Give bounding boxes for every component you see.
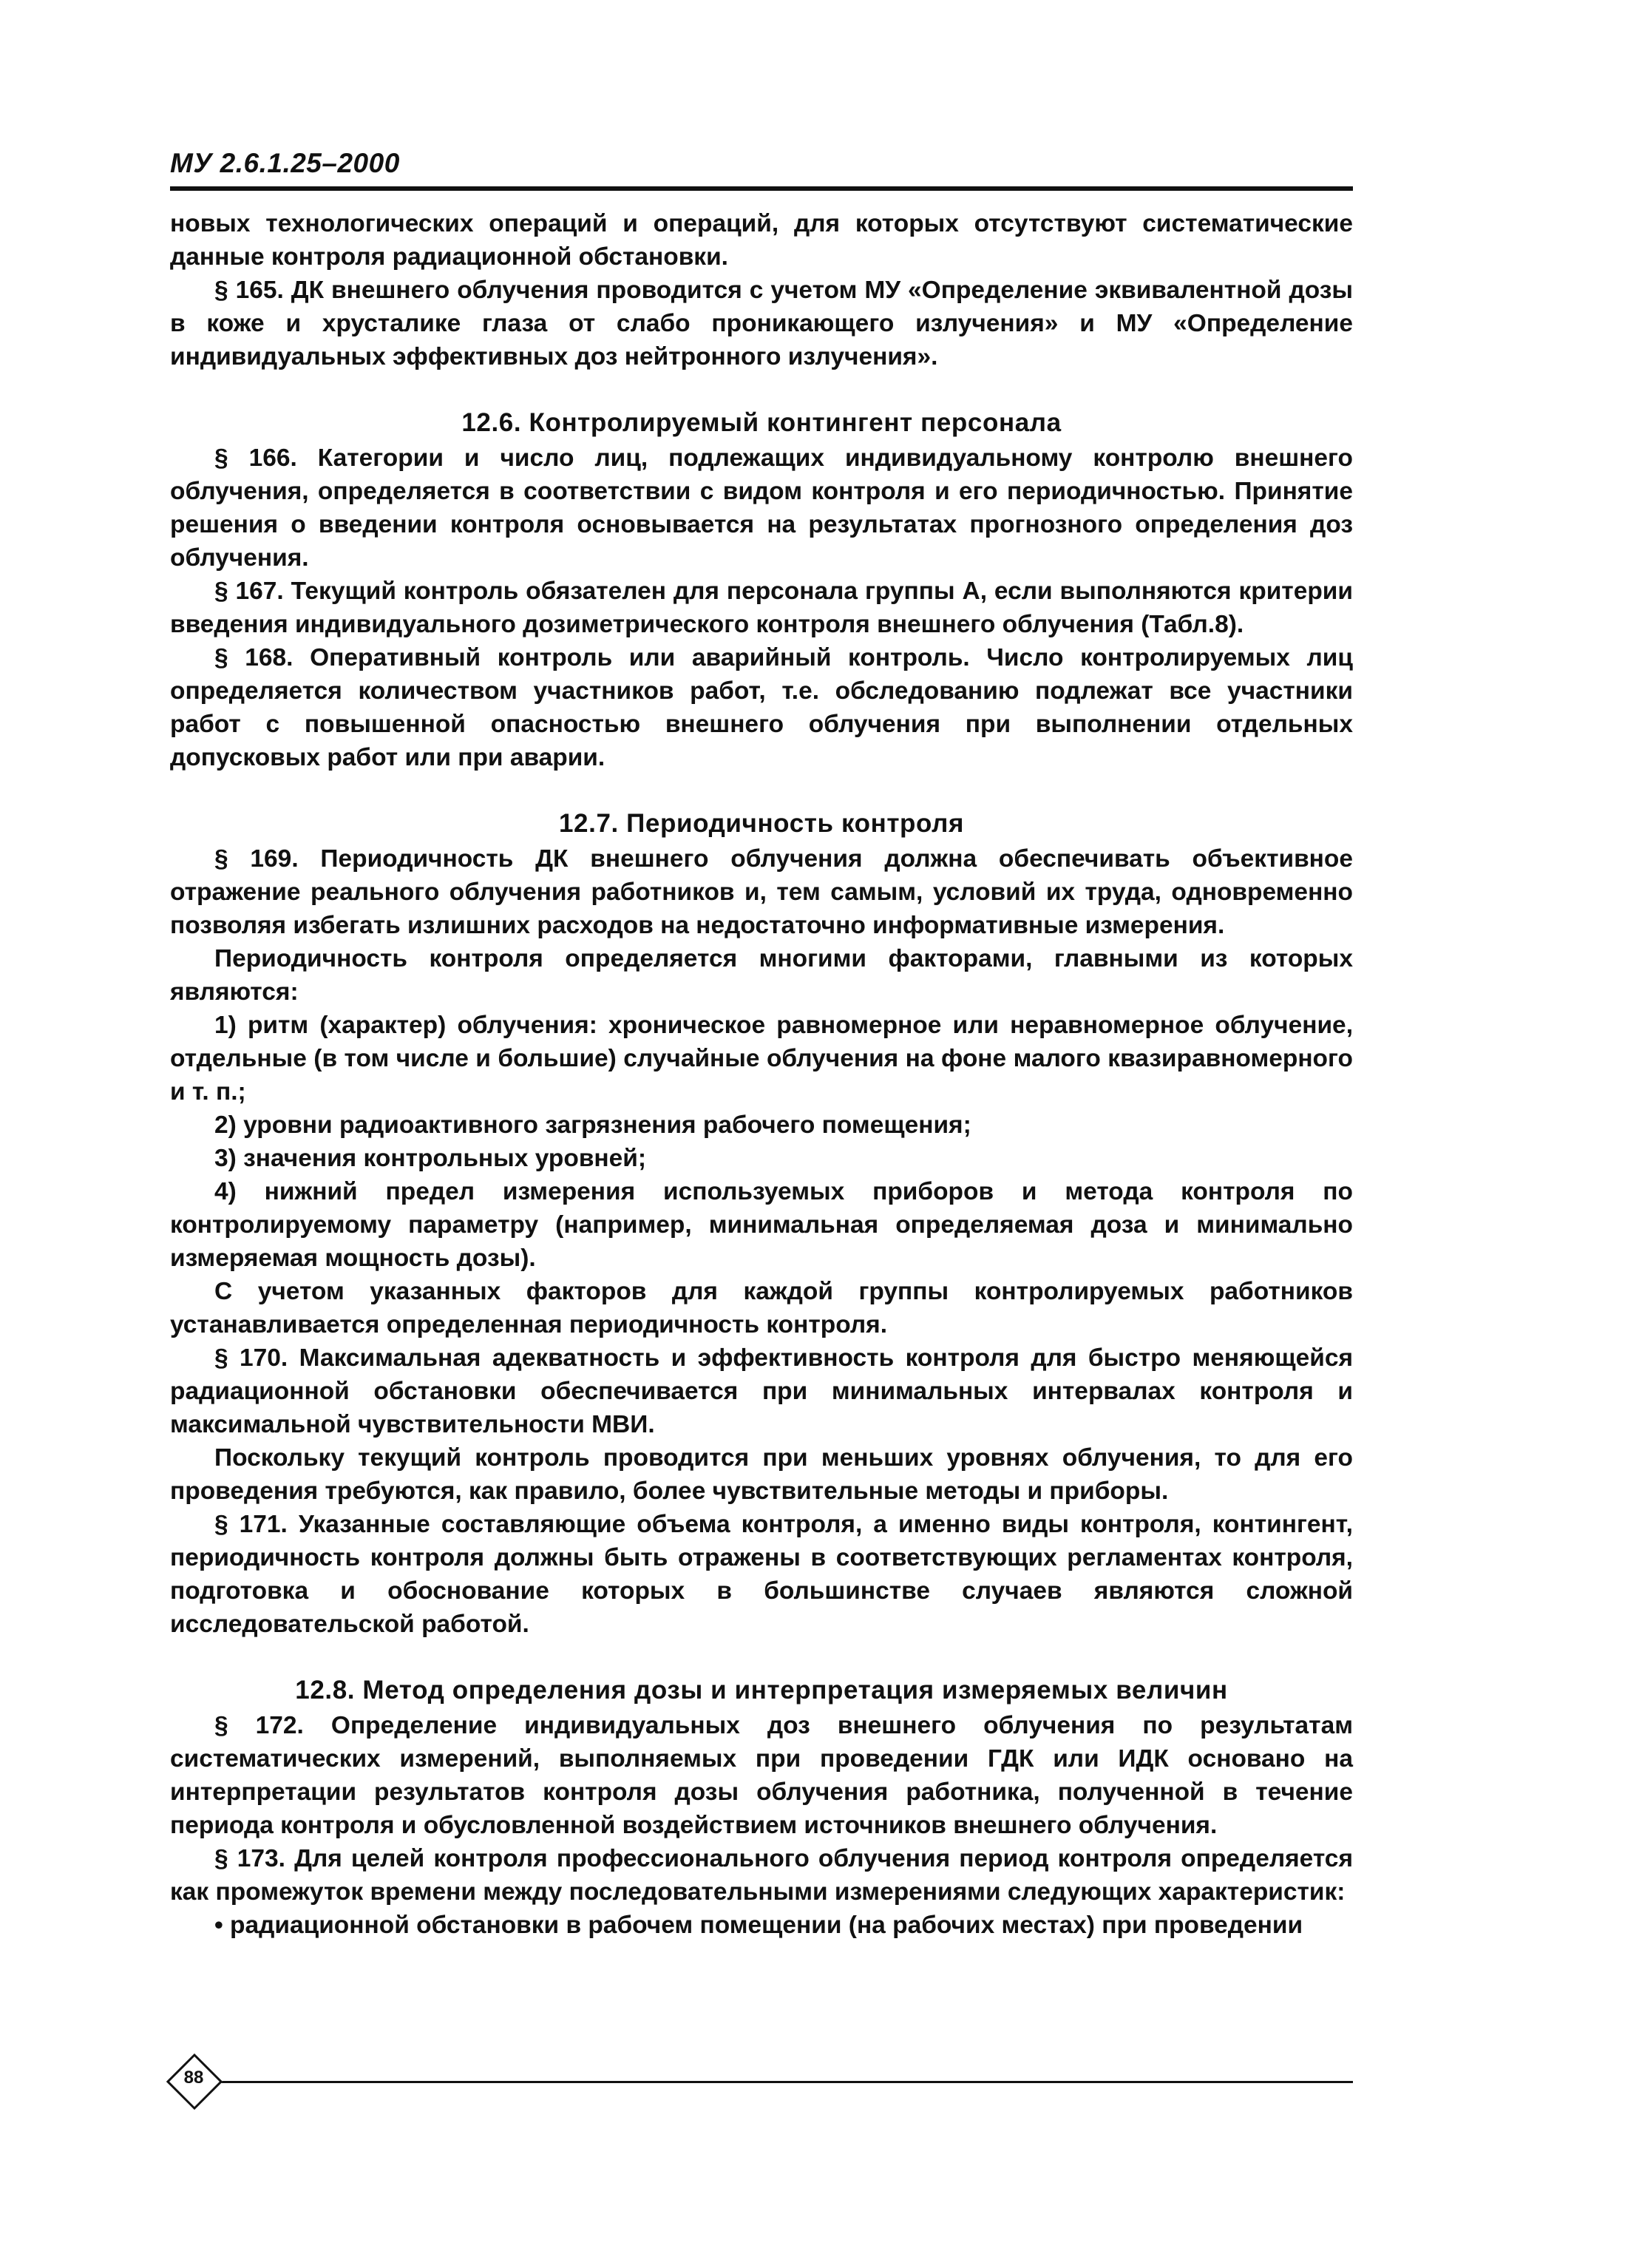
paragraph: § 173. Для целей контроля профессионального облучения период контроля определяется как промежуток времени между последовательными измерениями следующих характеристик: bbox=[170, 1845, 1353, 1906]
paragraph: Поскольку текущий контроль проводится при меньших уровнях облучения, то для его проведения требуются, как правило, более чувствительные методы и приборы. bbox=[170, 1444, 1353, 1505]
paragraph: § 171. Указанные составляющие объема контроля, а именно виды контроля, контингент, периодичность контроля должны быть отражены в соответствующих регламентах контроля, подготовка и обоснование которых в большинстве случаев являются сложной исследовательской работой. bbox=[170, 1511, 1353, 1638]
paragraph: 3) значения контрольных уровней; bbox=[214, 1145, 647, 1172]
paragraph: § 168. Оперативный контроль или аварийный контроль. Число контролируемых лиц определяется количеством участников работ, т.е. обследованию подлежат все участники работ с повышенной опасностью внешнего облучения при выполнении отдельных допусковых работ или при аварии. bbox=[170, 644, 1353, 771]
paragraph: § 169. Периодичность ДК внешнего облучения должна обеспечивать объективное отражение реального облучения работников и, тем самым, условий их труда, одновременно позволяя избегать излишних расходов на недостаточно информативные измерения. bbox=[170, 845, 1353, 939]
section-heading: 12.6. Контролируемый контингент персонала bbox=[461, 408, 1062, 437]
paragraph: § 170. Максимальная адекватность и эффективность контроля для быстро меняющейся радиационной обстановки обеспечивается при минимальных интервалах контроля и максимальной чувствительности МВИ. bbox=[170, 1344, 1353, 1438]
paragraph: § 166. Категории и число лиц, подлежащих индивидуальному контролю внешнего облучения, определяется в соответствии с видом контроля и его периодичностью. Принятие решения о введении контроля основывается на результатах прогнозного определения доз облучения. bbox=[170, 444, 1353, 572]
page-number: 88 bbox=[183, 2068, 204, 2088]
paragraph: новых технологических операций и операций, для которых отсутствуют систематические данные контроля радиационной обстановки. bbox=[170, 210, 1353, 271]
paragraph: • радиационной обстановки в рабочем помещении (на рабочих местах) при проведении bbox=[214, 1912, 1303, 1939]
paragraph: 1) ритм (характер) облучения: хроническое равномерное или неравномерное облучение, отдельные (в том числе и большие) случайные облучения на фоне малого квазиравномерного и т. п.; bbox=[170, 1012, 1353, 1106]
paragraph: 2) уровни радиоактивного загрязнения рабочего помещения; bbox=[214, 1111, 971, 1139]
section-heading: 12.7. Периодичность контроля bbox=[558, 809, 965, 838]
paragraph: С учетом указанных факторов для каждой группы контролируемых работников устанавливается определенная периодичность контроля. bbox=[170, 1278, 1353, 1338]
paragraph: § 165. ДК внешнего облучения проводится с учетом МУ «Определение эквивалентной дозы в коже и хрусталике глаза от слабо проникающего излучения» и МУ «Определение индивидуальных эффективных доз нейтронного излучения». bbox=[170, 277, 1353, 370]
paragraph: Периодичность контроля определяется многими факторами, главными из которых являются: bbox=[170, 945, 1353, 1006]
document-code: МУ 2.6.1.25–2000 bbox=[170, 148, 1353, 191]
document-body bbox=[170, 207, 1353, 1942]
paragraph: 4) нижний предел измерения используемых приборов и метода контроля по контролируемому параметру (например, минимальная определяемая доза и минимально измеряемая мощность дозы). bbox=[170, 1178, 1353, 1272]
document-page bbox=[170, 148, 1353, 2100]
footer-rule bbox=[219, 2081, 1353, 2083]
paragraph: § 172. Определение индивидуальных доз внешнего облучения по результатам систематических измерений, выполняемых при проведении ГДК или ИДК основано на интерпретации результатов контроля дозы облучения работника, полученной в течение периода контроля и обусловленной воздействием источников внешнего облучения. bbox=[170, 1712, 1353, 1839]
paragraph: § 167. Текущий контроль обязателен для персонала группы А, если выполняются критерии введения индивидуального дозиметрического контроля внешнего облучения (Табл.8). bbox=[170, 578, 1353, 638]
page-footer bbox=[170, 2056, 1353, 2115]
section-heading: 12.8. Метод определения дозы и интерпретация измеряемых величин bbox=[295, 1676, 1228, 1705]
